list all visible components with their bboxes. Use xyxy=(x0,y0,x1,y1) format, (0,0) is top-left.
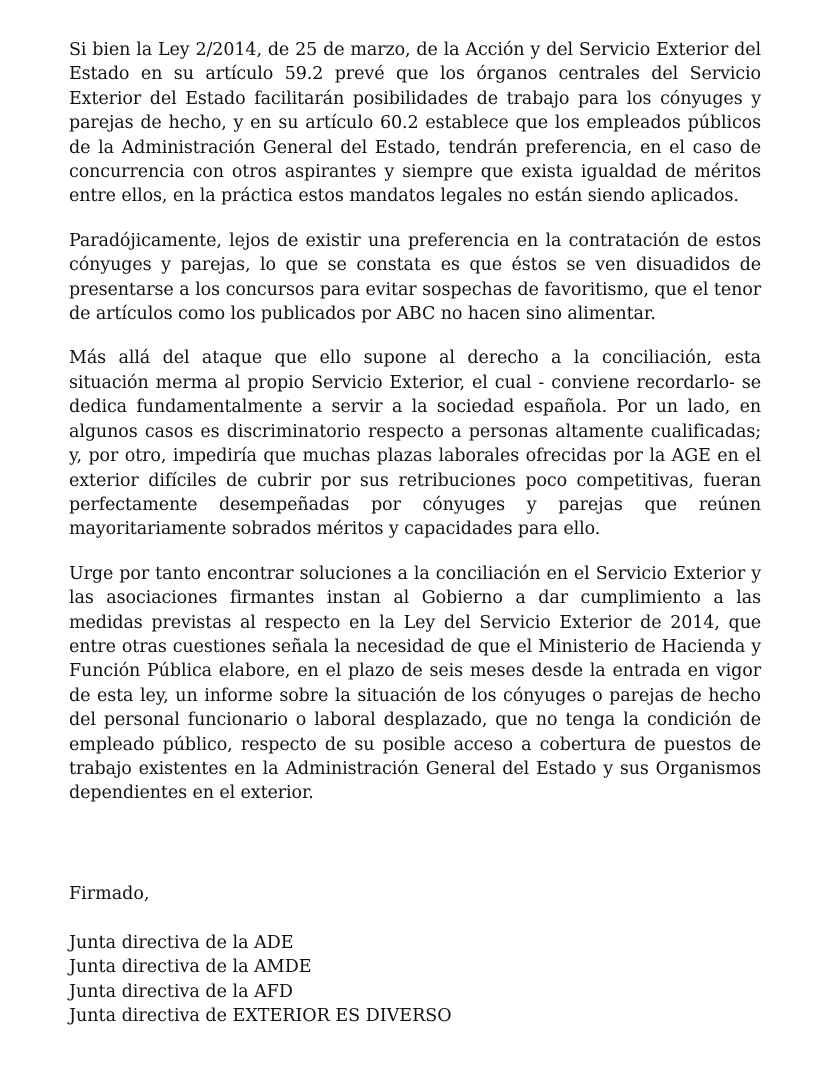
signer-afd: Junta directiva de la AFD xyxy=(69,981,293,1002)
paragraph-ley-2014: Si bien la Ley 2/2014, de 25 de marzo, de la Acción y del Servicio Exterior del Estado en su artículo 59.2 prevé que los órganos centrales del Servicio Exterior del Estado facilitarán posibilidades de trabajo para los cónyuges y parejas de hecho, y en su artículo 60.2 establece que los empleados públicos de la Administración General del Estado, tendrán preferencia, en el caso de concurrencia con otros aspirantes y siempre que exista igualdad de méritos entre ellos, en la práctica estos mandatos legales no están siendo aplicados. xyxy=(69,40,761,207)
paragraph-conciliacion: Más allá del ataque que ello supone al derecho a la conciliación, esta situación merma al propio Servicio Exterior, el cual - conviene recordarlo- se dedica fundamentalmente a servir a la sociedad española. Por un lado, en algunos casos es discriminatorio respecto a personas altamente cualificadas; y, por otro, impediría que muchas plazas laborales ofrecidas por la AGE en el exterior difíciles de cubrir por sus retribuciones poco competitivas, fueran perfectamente desempeñadas por cónyuges y parejas que reúnen mayoritariamente sobrados méritos y capacidades para ello. xyxy=(69,348,761,540)
paragraph-paradojicamente: Paradójicamente, lejos de existir una preferencia en la contratación de estos cónyuges y parejas, lo que se constata es que éstos se ven disuadidos de presentarse a los concursos para evitar sospechas de favoritismo, que el tenor de artículos como los publicados por ABC no hacen sino alimentar. xyxy=(69,230,761,325)
signers-list xyxy=(69,931,452,1029)
signer-ade: Junta directiva de la ADE xyxy=(69,933,294,953)
signer-amde: Junta directiva de la AMDE xyxy=(69,957,312,978)
signer-exterior-es-diverso: Junta directiva de EXTERIOR ES DIVERSO xyxy=(69,1006,452,1027)
paragraph-urge-soluciones: Urge por tanto encontrar soluciones a la conciliación en el Servicio Exterior y las asociaciones firmantes instan al Gobierno a dar cumplimiento a las medidas previstas al respecto en la Ley del Servicio Exterior de 2014, que entre otras cuestiones señala la necesidad de que el Ministerio de Hacienda y Función Pública elabore, en el plazo de seis meses desde la entrada en vigor de esta ley, un informe sobre la situación de los cónyuges o parejas de hecho del personal funcionario o laboral desplazado, que no tenga la condición de empleado público, respecto de su posible acceso a cobertura de puestos de trabajo existentes en la Administración General del Estado y sus Organismos dependientes en el exterior. xyxy=(69,563,761,804)
signed-label: Firmado, xyxy=(69,884,150,904)
document-body xyxy=(69,38,761,826)
